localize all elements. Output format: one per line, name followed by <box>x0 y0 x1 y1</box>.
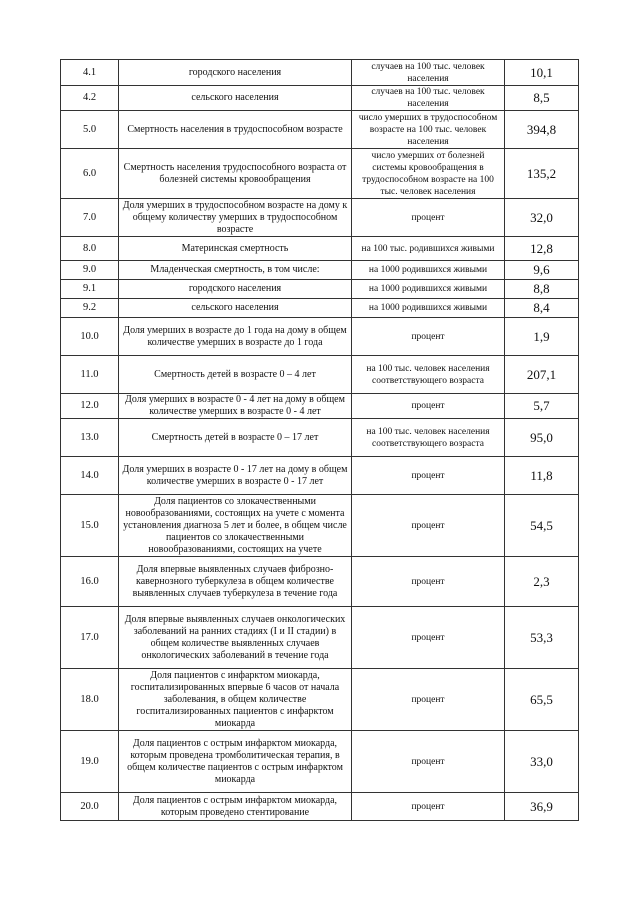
unit-of-measure: на 100 тыс. родившихся живыми <box>352 237 505 261</box>
indicator-value: 65,5 <box>505 669 579 731</box>
table-row <box>61 299 579 318</box>
indicator-value: 8,8 <box>505 280 579 299</box>
unit-of-measure: число умерших в трудоспособном возрасте на 100 тыс. человек населения <box>352 111 505 149</box>
unit-of-measure: на 100 тыс. человек населения соответствующего возраста <box>352 419 505 457</box>
indicator-value: 33,0 <box>505 731 579 793</box>
unit-of-measure: случаев на 100 тыс. человек населения <box>352 86 505 111</box>
unit-of-measure: на 1000 родившихся живыми <box>352 299 505 318</box>
row-number: 12.0 <box>61 394 119 419</box>
unit-of-measure: процент <box>352 669 505 731</box>
unit-of-measure: на 1000 родившихся живыми <box>352 261 505 280</box>
row-number: 8.0 <box>61 237 119 261</box>
row-number: 9.0 <box>61 261 119 280</box>
row-number: 14.0 <box>61 457 119 495</box>
unit-of-measure: процент <box>352 199 505 237</box>
row-number: 15.0 <box>61 495 119 557</box>
indicator-value: 207,1 <box>505 356 579 394</box>
table-row <box>61 356 579 394</box>
row-number: 18.0 <box>61 669 119 731</box>
table-row <box>61 731 579 793</box>
unit-of-measure: случаев на 100 тыс. человек населения <box>352 60 505 86</box>
indicator-value: 1,9 <box>505 318 579 356</box>
indicator-value: 10,1 <box>505 60 579 86</box>
row-number: 17.0 <box>61 607 119 669</box>
table-row <box>61 419 579 457</box>
table-row <box>61 280 579 299</box>
indicator-value: 2,3 <box>505 557 579 607</box>
indicator-name: Доля умерших в возрасте до 1 года на дому в общем количестве умерших в возрасте до 1 года <box>119 318 352 356</box>
indicator-value: 32,0 <box>505 199 579 237</box>
indicator-name: Доля пациентов с инфарктом миокарда, госпитализированных впервые 6 часов от начала заболевания, в общем количестве госпитализированных пациентов с инфарктом миокарда <box>119 669 352 731</box>
indicator-name: сельского населения <box>119 86 352 111</box>
unit-of-measure: процент <box>352 793 505 821</box>
row-number: 4.2 <box>61 86 119 111</box>
indicator-value: 394,8 <box>505 111 579 149</box>
indicator-name: Доля впервые выявленных случаев фиброзно-кавернозного туберкулеза в общем количестве выявленных случаев туберкулеза в течение года <box>119 557 352 607</box>
indicator-value: 36,9 <box>505 793 579 821</box>
unit-of-measure: процент <box>352 731 505 793</box>
row-number: 19.0 <box>61 731 119 793</box>
table-row <box>61 557 579 607</box>
indicator-name: Младенческая смертность, в том числе: <box>119 261 352 280</box>
unit-of-measure: процент <box>352 394 505 419</box>
indicator-name: Материнская смертность <box>119 237 352 261</box>
indicator-value: 8,4 <box>505 299 579 318</box>
unit-of-measure: процент <box>352 495 505 557</box>
row-number: 11.0 <box>61 356 119 394</box>
indicator-value: 95,0 <box>505 419 579 457</box>
indicator-value: 54,5 <box>505 495 579 557</box>
indicator-name: Доля умерших в трудоспособном возрасте на дому к общему количеству умерших в трудоспособном возрасте <box>119 199 352 237</box>
indicator-name: Доля умерших в возрасте 0 - 4 лет на дому в общем количестве умерших в возрасте 0 - 4 лет <box>119 394 352 419</box>
row-number: 20.0 <box>61 793 119 821</box>
row-number: 7.0 <box>61 199 119 237</box>
table-row <box>61 261 579 280</box>
table-row <box>61 793 579 821</box>
table-row <box>61 607 579 669</box>
indicator-value: 53,3 <box>505 607 579 669</box>
table-row <box>61 457 579 495</box>
indicator-name: Доля умерших в возрасте 0 - 17 лет на дому в общем количестве умерших в возрасте 0 - 17 лет <box>119 457 352 495</box>
indicators-table-body <box>61 60 579 821</box>
indicator-value: 9,6 <box>505 261 579 280</box>
row-number: 9.2 <box>61 299 119 318</box>
table-row <box>61 60 579 86</box>
row-number: 4.1 <box>61 60 119 86</box>
table-row <box>61 86 579 111</box>
row-number: 9.1 <box>61 280 119 299</box>
unit-of-measure: процент <box>352 457 505 495</box>
table-row <box>61 318 579 356</box>
indicator-name: сельского населения <box>119 299 352 318</box>
table-row <box>61 149 579 199</box>
table-row <box>61 394 579 419</box>
row-number: 13.0 <box>61 419 119 457</box>
row-number: 10.0 <box>61 318 119 356</box>
table-row <box>61 199 579 237</box>
unit-of-measure: число умерших от болезней системы кровообращения в трудоспособном возрасте на 100 тыс. человек населения <box>352 149 505 199</box>
unit-of-measure: процент <box>352 318 505 356</box>
indicator-name: Смертность детей в возрасте 0 – 4 лет <box>119 356 352 394</box>
row-number: 5.0 <box>61 111 119 149</box>
unit-of-measure: на 100 тыс. человек населения соответствующего возраста <box>352 356 505 394</box>
unit-of-measure: процент <box>352 607 505 669</box>
indicator-value: 135,2 <box>505 149 579 199</box>
indicator-name: Доля впервые выявленных случаев онкологических заболеваний на ранних стадиях (I и II стадии) в общем количестве выявленных случаев онкологических заболеваний в течение года <box>119 607 352 669</box>
indicator-name: Доля пациентов с острым инфарктом миокарда, которым проведена тромболитическая терапия, в общем количестве пациентов с острым инфарктом миокарда <box>119 731 352 793</box>
indicator-name: Смертность населения трудоспособного возраста от болезней системы кровообращения <box>119 149 352 199</box>
table-row <box>61 237 579 261</box>
unit-of-measure: на 1000 родившихся живыми <box>352 280 505 299</box>
indicator-name: Доля пациентов со злокачественными новообразованиями, состоящих на учете с момента установления диагноза 5 лет и более, в общем числе пациентов со злокачественными новообразованиями, состоящих на учете <box>119 495 352 557</box>
indicator-name: Доля пациентов с острым инфарктом миокарда, которым проведено стентирование <box>119 793 352 821</box>
table-row <box>61 495 579 557</box>
unit-of-measure: процент <box>352 557 505 607</box>
indicator-value: 12,8 <box>505 237 579 261</box>
indicator-name: Смертность населения в трудоспособном возрасте <box>119 111 352 149</box>
table-row <box>61 111 579 149</box>
table-row <box>61 669 579 731</box>
indicator-name: городского населения <box>119 60 352 86</box>
indicator-value: 5,7 <box>505 394 579 419</box>
indicator-name: городского населения <box>119 280 352 299</box>
indicator-name: Смертность детей в возрасте 0 – 17 лет <box>119 419 352 457</box>
indicator-value: 8,5 <box>505 86 579 111</box>
row-number: 6.0 <box>61 149 119 199</box>
row-number: 16.0 <box>61 557 119 607</box>
indicator-value: 11,8 <box>505 457 579 495</box>
indicators-table <box>60 59 579 821</box>
